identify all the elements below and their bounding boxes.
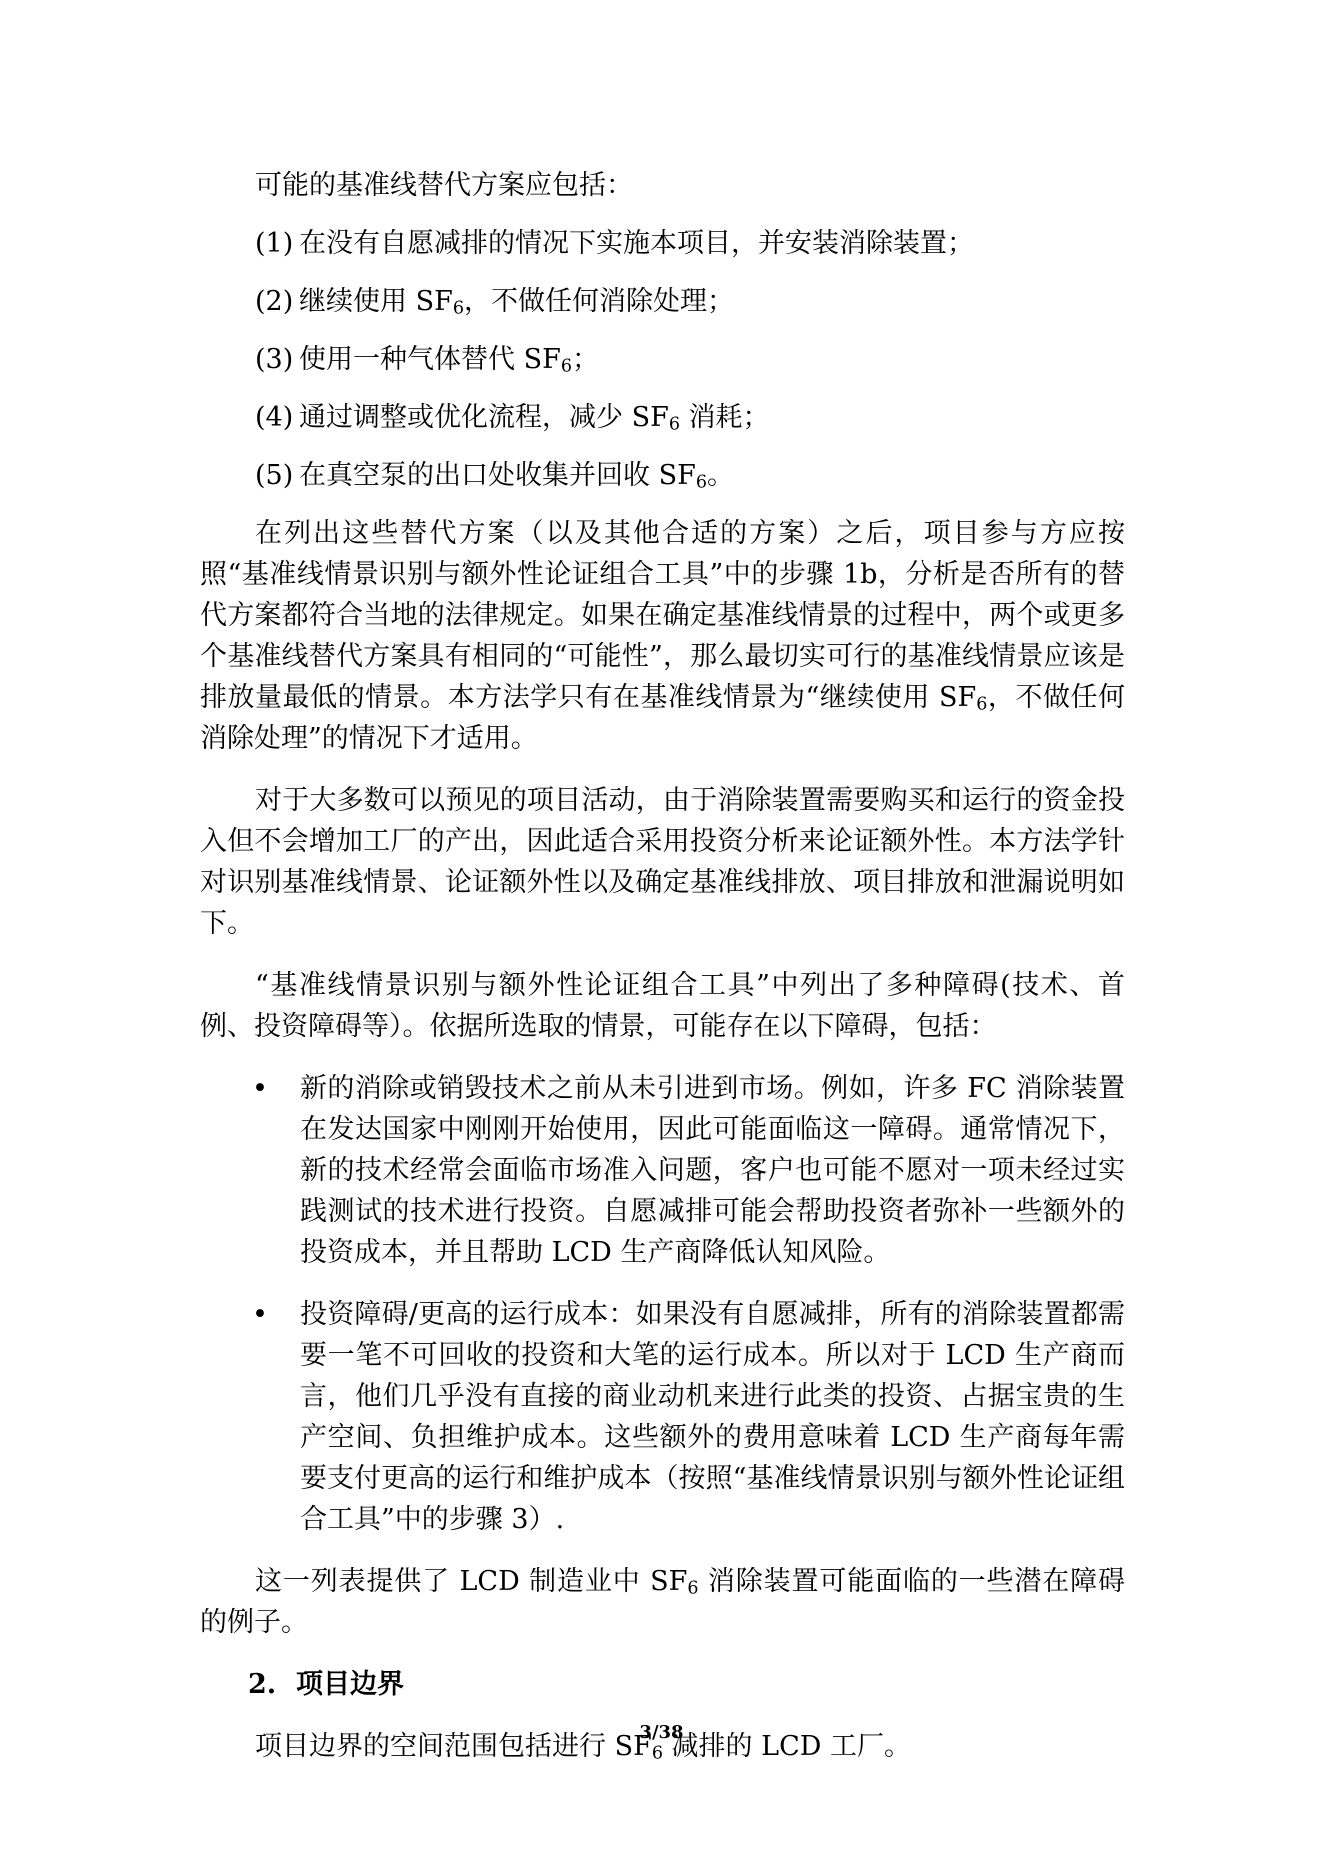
alternative-text: 继续使用 SF: [299, 286, 453, 317]
alternatives-list: [200, 223, 1125, 496]
section-heading: [248, 1664, 1125, 1705]
alternative-item: [255, 223, 1125, 264]
bullet-icon: •: [252, 1299, 268, 1330]
paragraph-text-tail: 减排的 LCD 工厂。: [662, 1731, 911, 1762]
subscript: 6: [976, 694, 988, 715]
alternative-text-tail: 。: [706, 460, 734, 491]
paragraph-text: 项目边界的空间范围包括进行 SF: [255, 1731, 652, 1762]
alternatives-intro: 可能的基准线替代方案应包括：: [255, 170, 633, 201]
alternative-number: (4): [255, 402, 294, 433]
alternative-text: 在真空泵的出口处收集并回收 SF: [299, 460, 696, 491]
paragraph-investment-analysis: 对于大多数可以预见的项目活动，由于消除装置需要购买和运行的资金投入但不会增加工厂的产出，因此适合采用投资分析来论证额外性。本方法学针对识别基准线情景、论证额外性以及确定基准线排放、项目排放和泄漏说明如下。: [200, 785, 1125, 939]
section-number: 2.: [248, 1669, 277, 1700]
paragraph-legal-check: [200, 513, 1125, 759]
alternative-number: (2): [255, 286, 294, 317]
page-content: [200, 165, 1125, 1788]
alternative-item: [255, 339, 1125, 380]
subscript: 6: [452, 298, 464, 319]
paragraph-text-tail: 消除装置可能面临的一些潜在障碍的例子。: [200, 1566, 1125, 1638]
subscript: 6: [668, 414, 680, 435]
alternative-item: [255, 397, 1125, 438]
bullet-text: 新的消除或销毁技术之前从未引进到市场。例如，许多 FC 消除装置在发达国家中刚刚开始使用，因此可能面临这一障碍。通常情况下，新的技术经常会面临市场准入问题，客户也可能不愿对一项未经过实践测试的技术进行投资。自愿减排可能会帮助投资者弥补一些额外的投资成本，并且帮助 LCD 生产商降低认知风险。: [300, 1073, 1125, 1268]
bullet-item: [200, 1068, 1125, 1273]
page-number: 3/38: [639, 1722, 684, 1743]
alternative-text-tail: 消耗；: [679, 402, 770, 433]
alternative-text-tail: ；: [571, 344, 599, 375]
bullet-icon: •: [252, 1073, 268, 1104]
alternative-number: (5): [255, 460, 294, 491]
bullet-item: [200, 1294, 1125, 1540]
subscript: 6: [695, 472, 707, 493]
alternative-text: 通过调整或优化流程，减少 SF: [299, 402, 669, 433]
subscript: 6: [687, 1578, 699, 1599]
paragraph-text: 在列出这些替代方案（以及其他合适的方案）之后，项目参与方应按照“基准线情景识别与额外性论证组合工具”中的步骤 1b，分析是否所有的替代方案都符合当地的法律规定。如果在确定基准线情景的过程中，两个或更多个基准线替代方案具有相同的“可能性”，那么最切实可行的基准线情景应该是排放量最低的情景。本方法学只有在基准线情景为“继续使用 SF: [200, 518, 1125, 713]
subscript: 6: [560, 356, 572, 377]
alternative-text: 在没有自愿减排的情况下实施本项目，并安装消除装置；: [299, 228, 974, 259]
section-title: 项目边界: [296, 1669, 404, 1700]
paragraph-text-tail: ，不做任何消除处理”的情况下才适用。: [200, 682, 1125, 754]
alternative-item: [255, 455, 1125, 496]
bullet-text: 投资障碍/更高的运行成本：如果没有自愿减排，所有的消除装置都需要一笔不可回收的投资和大笔的运行成本。所以对于 LCD 生产商而言，他们几乎没有直接的商业动机来进行此类的投资、占据宝贵的生产空间、负担维护成本。这些额外的费用意味着 LCD 生产商每年需要支付更高的运行和维护成本（按照“基准线情景识别与额外性论证组合工具”中的步骤 3）.: [300, 1299, 1125, 1535]
paragraph-barrier-examples: [200, 1561, 1125, 1643]
paragraph-text: 这一列表提供了 LCD 制造业中 SF: [255, 1566, 688, 1597]
alternative-text: 使用一种气体替代 SF: [299, 344, 561, 375]
alternative-number: (3): [255, 344, 294, 375]
alternative-number: (1): [255, 228, 294, 259]
subscript: 6: [651, 1743, 663, 1764]
paragraph-barriers-intro: “基准线情景识别与额外性论证组合工具”中列出了多种障碍(技术、首例、投资障碍等）。依据所选取的情景，可能存在以下障碍，包括：: [200, 970, 1125, 1042]
alternative-item: [255, 281, 1125, 322]
alternative-text-tail: ，不做任何消除处理；: [463, 286, 734, 317]
